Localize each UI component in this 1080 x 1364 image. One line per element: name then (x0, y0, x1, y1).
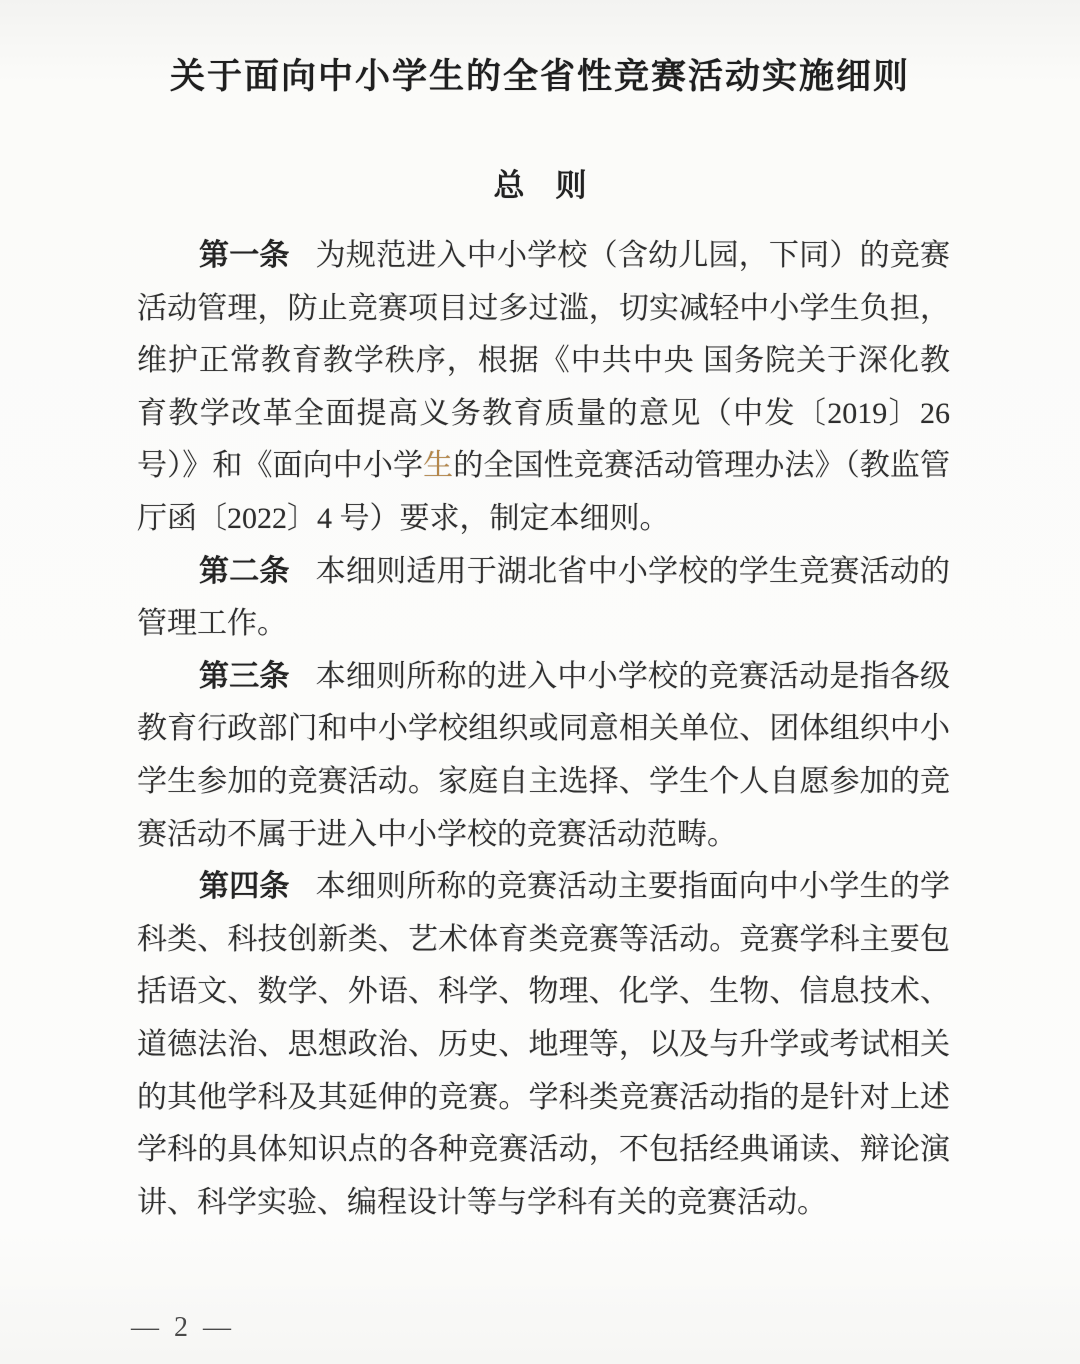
paragraph-article-4 (137, 861, 950, 1229)
article-1-highlighted-char: 生 (423, 449, 454, 483)
article-4-text: 本细则所称的竞赛活动主要指面向中小学生的学科类、科技创新类、艺术体育类竞赛等活动。竞赛学科主要包括语文、数学、外语、科学、物理、化学、生物、信息技术、道德法治、思想政治、历史、地理等，以及与升学或考试相关的其他学科及其延伸的竞赛。学科类竞赛活动指的是针对上述学科的具体知识点的各种竞赛活动，不包括经典诵读、辩论演讲、科学实验、编程设计等与学科有关的竞赛活动。 (137, 870, 951, 1219)
article-2-text: 本细则适用于湖北省中小学校的学生竞赛活动的管理工作。 (137, 554, 951, 641)
article-1-text-after: 的全国性竞赛活动管理办法》（教监管厅函〔2022〕4 号）要求，制定本细则。 (137, 449, 951, 535)
section-heading: 总 则 (493, 168, 587, 203)
article-4-label: 第四条 (199, 870, 290, 904)
page-number: — 2 — (131, 1312, 235, 1343)
paragraph-article-3 (137, 651, 950, 861)
article-3-text: 本细则所称的进入中小学校的竞赛活动是指各级教育行政部门和中小学校组织或同意相关单位、团体组织中小学生参加的竞赛活动。家庭自主选择、学生个人自愿参加的竞赛活动不属于进入中小学校的竞赛活动范畴。 (137, 659, 951, 851)
article-3-label: 第三条 (199, 659, 290, 693)
article-1-text-before: 为规范进入中小学校（含幼儿园，下同）的竞赛活动管理，防止竞赛项目过多过滥，切实减轻中小学生负担，维护正常教育教学秩序，根据《中共中央 国务院关于深化教育教学改革全面提高义务教育质量的意见（中发〔2019〕26 号）》和《面向中小学 (137, 239, 951, 483)
article-2-label: 第二条 (199, 554, 290, 588)
document-body (0, 230, 1080, 1229)
article-1-label: 第一条 (199, 239, 290, 272)
paragraph-article-2 (137, 546, 950, 651)
paragraph-article-1 (137, 230, 950, 546)
document-title: 关于面向中小学生的全省性竞赛活动实施细则 (169, 57, 910, 96)
